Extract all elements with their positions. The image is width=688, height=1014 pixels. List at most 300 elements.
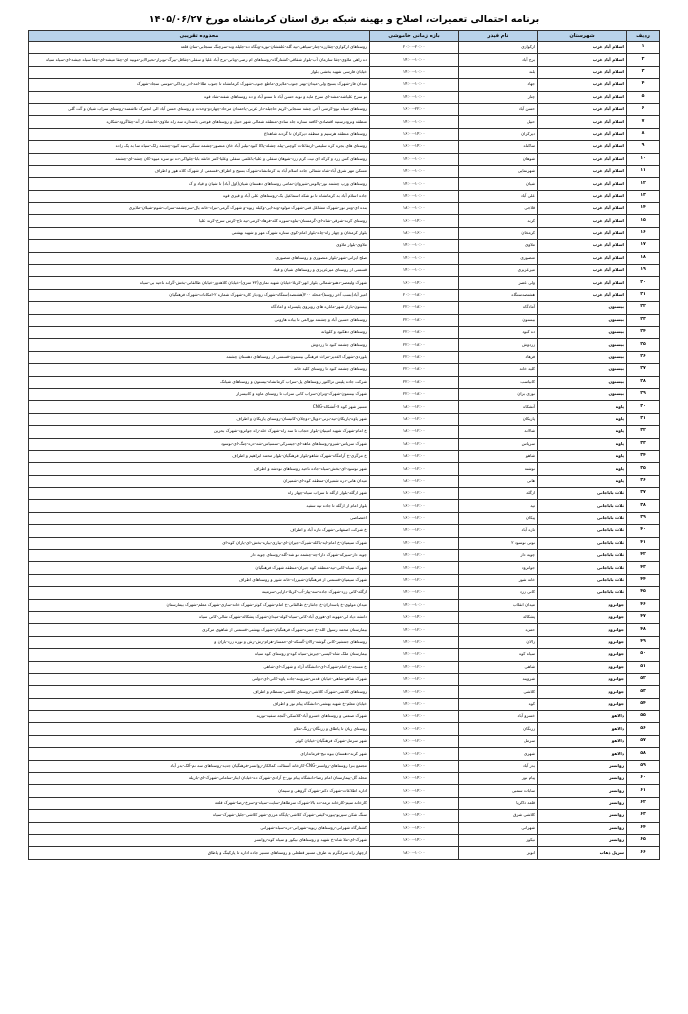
row-number: ۱۴: [627, 203, 660, 215]
row-time-range: ۱۶:۰۰-۱۲:۰۰: [370, 723, 459, 735]
row-time-range: ۲۲:۰۰-۱۸:۰۰: [370, 351, 459, 363]
row-area: مسکن مهر شرق آباد-شاه شمالی جاده اسلام آباد به کرمانشاه-شهرک بسیج و اطراف-قسمتی از شهرک کلاه هور و اطراف: [29, 165, 370, 177]
row-number: ۳۷: [627, 488, 660, 500]
row-feeder: شروینه: [459, 673, 538, 685]
row-area: کارخانه سیم-کارخانه ترمه-ده بالا-شهرک سرطاهار-سایت-سیاه-و-سرخ-رضا-شهرک قلعه: [29, 797, 370, 809]
row-feeder: کلاشی: [459, 686, 538, 698]
row-area: شهر نوسود-ای-بخش-سیاه-جاده ناحیه روستاهای نودشه و اطراف: [29, 463, 370, 475]
table-row: [29, 698, 660, 710]
page-title: برنامه احتمالی تعمیرات، اصلاح و بهینه شبکه برق استان کرمانشاه مورخ ۱۴۰۵/۰۶/۲۷: [148, 14, 540, 25]
row-area: روستای ریان تا پاطاق و زرنگان-زرنگ-ملاو: [29, 723, 370, 735]
row-number: ۳۶: [627, 475, 660, 487]
row-number: ۳۳: [627, 438, 660, 450]
row-area: روستای های بجره کره سلیمی-ارتفاعات کوچنی-پبله چشله-پاکا کبود-نیلبر آباد خان منصور-چشمه سنگی-سیه کبود-چشمه زلک-سیاه سا به یک زاده: [29, 141, 370, 153]
row-number: ۳۰: [627, 401, 660, 413]
row-area: روستاهای کس زرد و کرکه ای نیت کرم زرد-شوهان سفلی و علیا-باعلمی سفلی وعلیا-کمر خانقه بابا-چلواکی-ده نو سره میوه-کان چشه-ای-چشمه: [29, 153, 370, 165]
row-time-range: ۱۴:۰۰-۱۲:۰۰: [370, 686, 459, 698]
table-row: [29, 450, 660, 462]
row-area: شهرک ولیعصر-دهنو-شمالی بلوار ابهر-کربلا-خیابان شهید نمازی(۳۲ متری)-خیابان کلاهدوز-خیابان طالقانی-بخش-گراند ناحیه بی-سیاه: [29, 277, 370, 289]
row-feeder: میرعزیزی: [459, 265, 538, 277]
row-number: ۸: [627, 128, 660, 140]
row-time-range: ۱۴:۰۰-۱۰:۰۰: [370, 165, 459, 177]
row-city: اسلام آباد غرب: [538, 116, 627, 128]
row-feeder: سریاس: [459, 438, 538, 450]
row-feeder: جوانرود: [459, 562, 538, 574]
row-area: محله گل-پیمارستان امام رضا-دانشگاه پیام نور-خ آزادی-شهرک ده-خیابان ایثار-ساماتی-شهرک-ای-باریله: [29, 773, 370, 785]
row-time-range: ۱۶:۰۰-۱۲:۰۰: [370, 488, 459, 500]
table-row: [29, 190, 660, 202]
row-time-range: ۱۴:۰۰-۱۰:۰۰: [370, 116, 459, 128]
row-area: خ مرگزی-خ آرامگاه-شهرک شاهو-بلوار فرهنگیان-بلوار محمد ابراهیم و اطراف: [29, 450, 370, 462]
row-feeder: حمزه: [459, 624, 538, 636]
table-row: [29, 562, 660, 574]
row-time-range: ۱۸:۰۰-۱۲:۰۰: [370, 475, 459, 487]
row-city: پاوه: [538, 463, 627, 475]
row-city: اسلام آباد غرب: [538, 215, 627, 227]
row-time-range: ۱۸:۰۰-۱۰:۰۰: [370, 847, 459, 859]
row-time-range: ۱۶:۰۰-۱۴:۰۰: [370, 215, 459, 227]
row-time-range: ۱۴:۰۰-۱۲:۰۰: [370, 673, 459, 685]
row-feeder: نیکوز: [459, 835, 538, 847]
row-number: ۴: [627, 79, 660, 91]
row-city: اسلام آباد غرب: [538, 203, 627, 215]
row-feeder: نوتی نوسود ۲: [459, 537, 538, 549]
table-row: [29, 537, 660, 549]
row-city: ثلاث باباجانی: [538, 537, 627, 549]
row-area: شهرک شاهو-شاهی-خیابان قدس-شروینه-جاده پاوه-کانی-ای-دولتی: [29, 673, 370, 685]
row-city: جوانرود: [538, 673, 627, 685]
row-area: روستاهای سیاه نوو-کرمنی آخی چشه سنجابی-کریم حاجیله-دار عربی-یاحمدان مرحاد-چهاردو-وحدت و روستای حسن آباد الی انجیرک تلاشمند-روستای سراب شیان و گت گلی: [29, 103, 370, 115]
row-city: پاوه: [538, 426, 627, 438]
row-feeder: کرند: [459, 215, 538, 227]
row-feeder: شاهو: [459, 450, 538, 462]
row-city: بیستون: [538, 388, 627, 400]
row-number: ۴۱: [627, 537, 660, 549]
row-time-range: ۱۸:۰۰-۱۲:۰۰: [370, 438, 459, 450]
row-time-range: ۱۴:۰۰-۱۰:۰۰: [370, 190, 459, 202]
row-city: جوانرود: [538, 599, 627, 611]
row-number: ۳: [627, 66, 660, 78]
table-row: [29, 711, 660, 723]
table-row: [29, 661, 660, 673]
row-time-range: ۱۶:۰۰-۱۴:۰۰: [370, 141, 459, 153]
row-feeder: کانیاسب: [459, 376, 538, 388]
row-time-range: ۱۴:۰۰-۱۰:۰۰: [370, 153, 459, 165]
row-time-range: ۱۴:۰۰-۱۲:۰۰: [370, 537, 459, 549]
row-city: اسلام آباد غرب: [538, 91, 627, 103]
row-city: ثلاث باباجانی: [538, 525, 627, 537]
row-area: بلوردی-شهرک الغدیر-مراث فرهنگی بیستون-قسمتی از روستاهای دهستان چشمه: [29, 351, 370, 363]
row-feeder: شاهی: [459, 661, 538, 673]
row-city: اسلام آباد غرب: [538, 227, 627, 239]
row-feeder: منصوری: [459, 252, 538, 264]
row-area: ازچهار راه سرابگرم به طرف مسیر قطعلی و روستاهای مسیر جاده اداره تا پارکینگ و پاطاق: [29, 847, 370, 859]
row-feeder: کلاشی شرق: [459, 810, 538, 822]
header-time-range: بازه زمانی خاموشی: [370, 31, 459, 42]
row-area: شهرک سریاس-شیرو-روستاهای ماهه-ای-جیسرکی-سسیاس-شه-دره-چنگ-ای-نوسود: [29, 438, 370, 450]
row-number: ۶۰: [627, 773, 660, 785]
row-time-range: ۱۴:۰۰-۱۰:۰۰: [370, 79, 459, 91]
row-number: ۴۷: [627, 611, 660, 623]
row-number: ۲۶: [627, 351, 660, 363]
row-number: ۳۹: [627, 512, 660, 524]
row-area: ملاوی-بلوار ملاوی: [29, 240, 370, 252]
row-time-range: ۱۴:۰۰-۱۲:۰۰: [370, 550, 459, 562]
table-row: [29, 388, 660, 400]
row-number: ۲۴: [627, 326, 660, 338]
row-number: ۵۴: [627, 698, 660, 710]
row-time-range: ۱۸:۰۰-۱۲:۰۰: [370, 450, 459, 462]
row-time-range: ۱۴:۰۰-۱۰:۰۰: [370, 54, 459, 66]
row-feeder: کلید خانه: [459, 364, 538, 376]
row-feeder: علی آباد: [459, 190, 538, 202]
row-number: ۵: [627, 91, 660, 103]
header-feeder: نام فیدر: [459, 31, 538, 42]
row-time-range: ۲۲:۰۰-۱۸:۰۰: [370, 302, 459, 314]
row-feeder: زردوش: [459, 339, 538, 351]
header-area: محدوده تقریبی: [29, 31, 370, 42]
table-row: [29, 66, 660, 78]
row-time-range: ۱۶:۰۰-۱۴:۰۰: [370, 773, 459, 785]
row-time-range: ۱۶:۰۰-۱۴:۰۰: [370, 785, 459, 797]
row-area: سنگ شکن سپریو-پیوره-کیفی-شهرک کلاشی-پایگاه مرزی-شهر کلاشی-جلیل-شهرک-سیاه: [29, 810, 370, 822]
row-area: خ شرکت اصفهانی-شهرک تازه آباد و اطراف: [29, 525, 370, 537]
table-row: [29, 624, 660, 636]
row-feeder: ازگله: [459, 488, 538, 500]
row-feeder: شهرانی: [459, 822, 538, 834]
row-city: دالاهو: [538, 735, 627, 747]
row-city: بیستون: [538, 339, 627, 351]
row-feeder: پاریکان: [459, 413, 538, 425]
row-feeder: میدان انقلاب: [459, 599, 538, 611]
row-feeder: شهری: [459, 748, 538, 760]
row-time-range: ۱۶:۰۰-۱۴:۰۰: [370, 611, 459, 623]
row-city: بیستون: [538, 302, 627, 314]
row-feeder: انوبر: [459, 847, 538, 859]
row-city: اسلام آباد غرب: [538, 165, 627, 177]
row-time-range: ۱۴:۰۰-۱۰:۰۰: [370, 252, 459, 264]
row-city: جوانرود: [538, 698, 627, 710]
row-time-range: ۱۴:۰۰-۱۲:۰۰: [370, 574, 459, 586]
row-feeder: ولی عصر: [459, 277, 538, 289]
row-feeder: آتشکاه: [459, 401, 538, 413]
row-number: ۲۹: [627, 388, 660, 400]
row-number: ۱۸: [627, 252, 660, 264]
table-row: [29, 339, 660, 351]
table-row: [29, 91, 660, 103]
row-number: ۳۴: [627, 450, 660, 462]
row-area: روستاهای ارکوازی-چقارزه-چنار-سیاهی-تپه گله-علفشان-نوره-ونگاه ده-جلیله وند-سرچنگ سنجابی-سان قلعه: [29, 42, 370, 54]
row-feeder: نوشنه: [459, 463, 538, 475]
row-city: بیستون: [538, 314, 627, 326]
table-row: [29, 611, 660, 623]
row-city: دالاهو: [538, 748, 627, 760]
row-area: اداره اطلاعات-شهرک دکتر-شهرک گروهی و سیمان: [29, 785, 370, 797]
row-time-range: ۱۴:۰۰-۱۰:۰۰: [370, 240, 459, 252]
row-city: جوانرود: [538, 624, 627, 636]
row-feeder: سیاه کوه: [459, 649, 538, 661]
row-area: امیر آباد(بسب آخر روستا)-محله ۲۰۰(هشتصد)ستگاه-شهرک رودبار کاره-شهرک شماره ۲-امکانات-شهرک فرهنگیان: [29, 289, 370, 301]
row-feeder: بیستون: [459, 314, 538, 326]
row-time-range: ۱۸:۰۰-۱۲:۰۰: [370, 463, 459, 475]
row-area: شهرک صنعتی و روستاهای خسرو آباد-کلاسکی-گنجه سفید-نوریه: [29, 711, 370, 723]
row-number: ۱۵: [627, 215, 660, 227]
table-row: [29, 550, 660, 562]
row-number: ۲: [627, 54, 660, 66]
row-area: شهرک بیستون-شهرک-ونران-سراب کانی سراب تا روستای ماوه و کانیسرار: [29, 388, 370, 400]
table-row: [29, 277, 660, 289]
row-area: میدان فار-شهرک بسیج ولی-میدان-بهتر جنوب-ملایری-ماطع جنوب-شهرک کرمانشاه تا جنوب طلا-امه-ادر یزداکی-موسی سجاد-شهرک: [29, 79, 370, 91]
row-feeder: بلند: [459, 66, 538, 78]
row-feeder: پیکان: [459, 512, 538, 524]
row-number: ۵۳: [627, 686, 660, 698]
row-number: ۱۰: [627, 153, 660, 165]
row-area: روستاهای چشمه کبود تا روستای کلید خانه: [29, 364, 370, 376]
row-feeder: ساکناه: [459, 141, 538, 153]
row-time-range: ۱۶:۰۰-۱۴:۰۰: [370, 760, 459, 772]
row-city: روانسر: [538, 773, 627, 785]
table-row: [29, 240, 660, 252]
row-city: اسلام آباد غرب: [538, 265, 627, 277]
row-area: شهرک سیمیان-خ امام-ایه-باکله-شیرک-جیران-ای-بیاری-بیاره-بخش-ای-یاران کوه-ای: [29, 537, 370, 549]
row-city: اسلام آباد غرب: [538, 252, 627, 264]
row-time-range: ۱۶:۰۰-۱۲:۰۰: [370, 748, 459, 760]
row-area: خیابان فارسی شهید بخشی بلوار: [29, 66, 370, 78]
row-number: ۲۸: [627, 376, 660, 388]
row-time-range: ۱۴:۰۰-۱۲:۰۰: [370, 624, 459, 636]
row-number: ۵۷: [627, 735, 660, 747]
row-time-range: ۲۲:۰۰-۱۸:۰۰: [370, 388, 459, 400]
table-row: [29, 326, 660, 338]
row-time-range: ۲۲:۰۰-۱۸:۰۰: [370, 339, 459, 351]
row-area: خ مسجد-خ امام-شهرک-ای-دانشگاه آزاد و شهرک-ای-شاهی: [29, 661, 370, 673]
row-number: ۱: [627, 42, 660, 54]
row-city: پاوه: [538, 475, 627, 487]
table-row: [29, 599, 660, 611]
row-city: سرپل ذهاب: [538, 847, 627, 859]
row-area: شهرک سیمیان-قسمتی از فرهنگیان-شیرزاد-خانه شور و روستاهای اطراف: [29, 574, 370, 586]
row-time-range: ۱۴:۰۰-۱۲:۰۰: [370, 562, 459, 574]
row-time-range: ۱۴:۰۰-۱۲:۰۰: [370, 698, 459, 710]
row-feeder: ارکوازی: [459, 42, 538, 54]
row-number: ۵۰: [627, 649, 660, 661]
table-row: [29, 165, 660, 177]
row-city: روانسر: [538, 822, 627, 834]
row-feeder: شالانه: [459, 426, 538, 438]
table-row: [29, 488, 660, 500]
row-area: دانشه دیاد لی-مهونه ای-هوری آباد-کانی-سیاه-کوله-میدان-شهرک پشکاله-شهرک شالی-کانی سیاه: [29, 611, 370, 623]
row-time-range: ۱۶:۰۰-۱۴:۰۰: [370, 128, 459, 140]
table-row: [29, 314, 660, 326]
row-area: شهر ازگله-بلوار ازگله تا سراب سیاه-چهار راه: [29, 488, 370, 500]
row-number: ۴۹: [627, 636, 660, 648]
row-area: صلح ایرانی-شهر-بلوار منصوری و روستاهای منصوری: [29, 252, 370, 264]
row-area: بلوار امام از ازگله تا جاده تپه سفید: [29, 500, 370, 512]
row-city: پاوه: [538, 413, 627, 425]
table-header-row: [29, 31, 660, 42]
row-feeder: تازه آباد: [459, 525, 538, 537]
row-area: شهرک سیاه-کانی-تپه-منطقه کوه جیران-منطقه شهرک فرهنگیان: [29, 562, 370, 574]
row-city: پاوه: [538, 401, 627, 413]
row-time-range: ۱۸:۰۰-۱۲:۰۰: [370, 401, 459, 413]
table-row: [29, 376, 660, 388]
row-time-range: ۱۶:۰۰-۱۴:۰۰: [370, 822, 459, 834]
row-time-range: ۱۶:۰۰-۱۲:۰۰: [370, 711, 459, 723]
table-row: [29, 847, 660, 859]
row-feeder: ده کبود: [459, 326, 538, 338]
table-row: [29, 128, 660, 140]
table-row: [29, 401, 660, 413]
row-time-range: ۲۰:۰۰-۲۰:۰۰: [370, 42, 459, 54]
row-city: بیستون: [538, 326, 627, 338]
row-city: جوانرود: [538, 686, 627, 698]
row-time-range: ۱۶:۰۰-۱۲:۰۰: [370, 735, 459, 747]
row-number: ۳۱: [627, 413, 660, 425]
row-time-range: ۱۸:۰۰-۱۰:۰۰: [370, 203, 459, 215]
row-feeder: سابات سمبی: [459, 785, 538, 797]
row-area: نو سرخ علیاشه-مشه-ای سرخ ماید و نوبه حسن آباد تا سنتو آباد و ده روستاهای شفته-شاد قوه: [29, 91, 370, 103]
row-time-range: ۱۴:۰۰-۱۲:۰۰: [370, 636, 459, 648]
row-number: ۴۰: [627, 525, 660, 537]
table-row: [29, 636, 660, 648]
row-area: شهر کرند-دهستان بیوه نبج-فرماندارای: [29, 748, 370, 760]
row-feeder: چنار: [459, 91, 538, 103]
header-city: شهرستان: [538, 31, 627, 42]
table-row: [29, 178, 660, 190]
row-city: روانسر: [538, 810, 627, 822]
row-area: روستاهای دهکبود و کلویانه: [29, 326, 370, 338]
row-area: روستاهای چشمه کبود تا زردوش: [29, 339, 370, 351]
row-feeder: پیام نور: [459, 773, 538, 785]
row-city: روانسر: [538, 797, 627, 809]
row-number: ۶۳: [627, 810, 660, 822]
row-feeder: جهاد: [459, 79, 538, 91]
table-row: [29, 822, 660, 834]
row-number: ۷: [627, 116, 660, 128]
row-feeder: شوهان: [459, 153, 538, 165]
row-time-range: ۲۲:۰۰-۱۸:۰۰: [370, 364, 459, 376]
row-city: ثلاث باباجانی: [538, 488, 627, 500]
row-city: اسلام آباد غرب: [538, 190, 627, 202]
row-feeder: تپه: [459, 500, 538, 512]
table-row: [29, 835, 660, 847]
table-row: [29, 54, 660, 66]
row-area: منطقه ونرودرستیه اقتصادی-کافته ستاره جاه سادی-منطقه شمالی شهر حبیل و روستاهای فوجنی باسداره سه راه ملاوی-خانساه از آند-چقاگرود-شکاره: [29, 116, 370, 128]
row-feeder: شهرنمایی: [459, 165, 538, 177]
row-city: ثلاث باباجانی: [538, 512, 627, 524]
row-feeder: کرمخان: [459, 227, 538, 239]
row-number: ۴۲: [627, 550, 660, 562]
row-feeder: چوبه دار: [459, 550, 538, 562]
table-row: [29, 686, 660, 698]
row-number: ۳۲: [627, 426, 660, 438]
row-feeder: ملاوی: [459, 240, 538, 252]
row-time-range: ۱۸:۰۰-۱۲:۰۰: [370, 413, 459, 425]
table-row: [29, 797, 660, 809]
row-number: ۱۳: [627, 190, 660, 202]
row-area: میدان مولوی-خ پاسداران-خ جانثار-خ طالقانی-خ امام-شهرک کوثر-شهرک خانه-سازی-شهرک معلم-شهرک بیمارستان: [29, 599, 370, 611]
row-city: اسلام آباد غرب: [538, 277, 627, 289]
row-city: ثلاث باباجانی: [538, 550, 627, 562]
row-area: بلوار کرمخان و چهار راه-چاه-بلوار امام-کوی ستاره شهرک مهر و شهید بهشتی: [29, 227, 370, 239]
row-feeder: برج آباد: [459, 54, 538, 66]
row-feeder: قلاجی: [459, 203, 538, 215]
row-city: روانسر: [538, 760, 627, 772]
table-row: [29, 42, 660, 54]
row-number: ۳۸: [627, 500, 660, 512]
row-city: روانسر: [538, 785, 627, 797]
table-row: [29, 438, 660, 450]
row-time-range: ۲۲:۰۰-۱۸:۰۰: [370, 314, 459, 326]
row-feeder: کوه: [459, 698, 538, 710]
row-number: ۲۳: [627, 314, 660, 326]
row-feeder: هانی: [459, 475, 538, 487]
row-feeder: شیان: [459, 178, 538, 190]
row-number: ۵۱: [627, 661, 660, 673]
table-row: [29, 587, 660, 599]
row-feeder: سرمل: [459, 735, 538, 747]
row-number: ۲۵: [627, 339, 660, 351]
row-number: ۱۹: [627, 265, 660, 277]
row-number: ۳۵: [627, 463, 660, 475]
row-time-range: ۲۲:۰۰-۱۸:۰۰: [370, 326, 459, 338]
row-time-range: ۱۴:۰۰-۱۲:۰۰: [370, 649, 459, 661]
table-row: [29, 265, 660, 277]
row-feeder: قلعه ذاکریا: [459, 797, 538, 809]
table-row: [29, 785, 660, 797]
row-time-range: ۱۴:۰۰-۱۰:۰۰: [370, 91, 459, 103]
row-area: اختصاصی: [29, 512, 370, 524]
row-feeder: کانی زرد: [459, 587, 538, 599]
row-city: اسلام آباد غرب: [538, 178, 627, 190]
row-city: جوانرود: [538, 649, 627, 661]
table-row: [29, 203, 660, 215]
table-row: [29, 227, 660, 239]
header-row-number: ردیف: [627, 31, 660, 42]
row-feeder: خانه شور: [459, 574, 538, 586]
row-city: اسلام آباد غرب: [538, 128, 627, 140]
row-number: ۱۶: [627, 227, 660, 239]
row-number: ۴۴: [627, 574, 660, 586]
table-row: [29, 103, 660, 115]
row-number: ۵۹: [627, 760, 660, 772]
row-city: اسلام آباد غرب: [538, 79, 627, 91]
row-area: شهر پاوه-پاریکان-تپه-بزنی-دوپال-دوچلان-کانیسان-روستای پاریکان و اطراف: [29, 413, 370, 425]
row-number: ۱۲: [627, 178, 660, 190]
row-feeder: پشکاله: [459, 611, 538, 623]
row-city: دالاهو: [538, 711, 627, 723]
row-city: جوانرود: [538, 636, 627, 648]
row-city: ثلاث باباجانی: [538, 562, 627, 574]
row-area: روستاهای حسین آباد و چشمه نورالعی تا بیاده هارونی: [29, 314, 370, 326]
row-city: روانسر: [538, 835, 627, 847]
row-feeder: نوزی بران: [459, 388, 538, 400]
row-area: روستای کرند-شرقی-شاه-ای-گرمستان-بناوه-سوره کله-فرهاد-کرمی-تپه تاج-کرس سرخ-کرند علیا: [29, 215, 370, 227]
row-number: ۴۶: [627, 599, 660, 611]
row-time-range: ۱۶:۰۰-۱۴:۰۰: [370, 277, 459, 289]
table-row: [29, 302, 660, 314]
table-row: [29, 116, 660, 128]
row-time-range: ۲۲:۰۰-۱۸:۰۰: [370, 376, 459, 388]
row-area: روستاهای ورپ چشمه نور-پالوس-شیروان-تمامی روستاهای دهستان شیان(اول آباد) تا شیان و قیاد و ک: [29, 178, 370, 190]
table-row: [29, 723, 660, 735]
row-number: ۴۳: [627, 562, 660, 574]
row-number: ۶۱: [627, 785, 660, 797]
row-number: ۶۲: [627, 797, 660, 809]
row-number: ۱۱: [627, 165, 660, 177]
row-city: جوانرود: [538, 611, 627, 623]
table-row: [29, 141, 660, 153]
